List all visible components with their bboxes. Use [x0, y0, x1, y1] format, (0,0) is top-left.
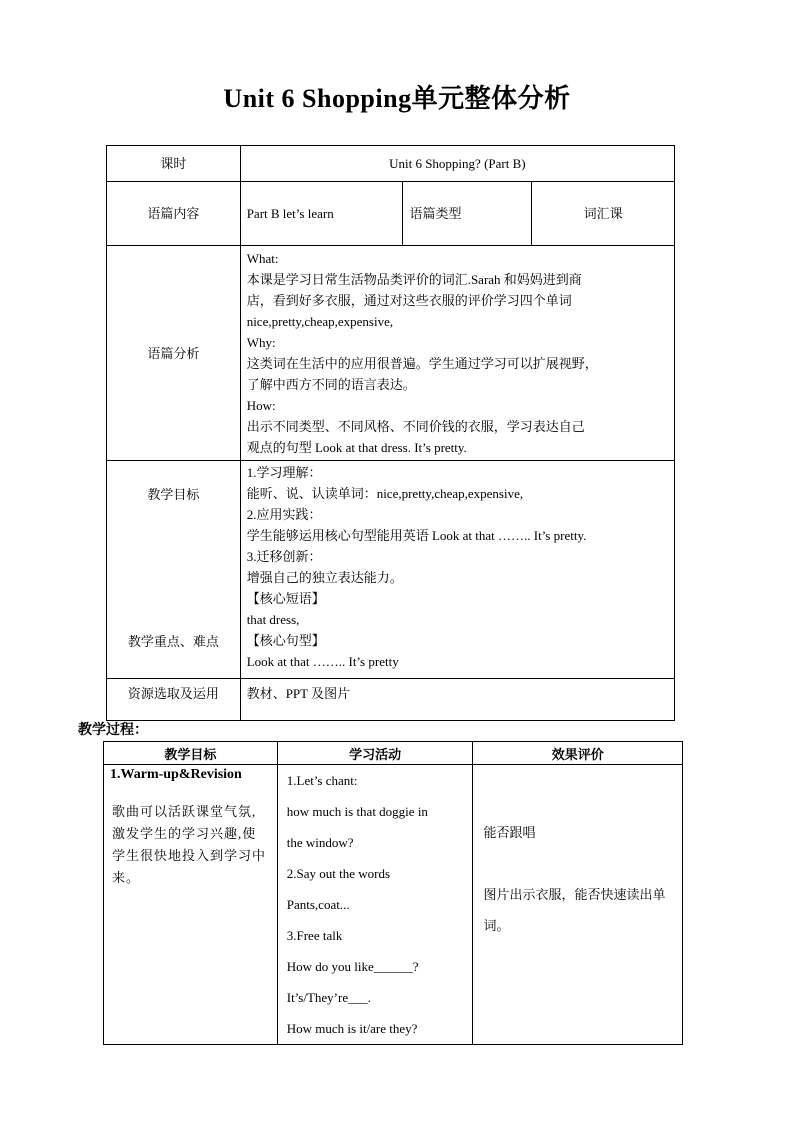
focus-label: 教学重点、难点	[127, 634, 219, 649]
goal-line: Look at that …….. It’s pretty	[246, 654, 399, 669]
resource-label: 资源选取及运用	[107, 679, 241, 721]
goal-content	[240, 461, 674, 679]
analysis-line: 观点的句型 Look at that dress. It’s pretty.	[246, 440, 467, 455]
activity-line: How much is it/are they?	[286, 1021, 418, 1036]
activity-line: How do you like______?	[286, 959, 419, 974]
content-label: 语篇内容	[107, 182, 241, 246]
effect-line: 图片出示衣服，能否快速读出单词。	[483, 887, 666, 933]
analysis-line: nice,pretty,cheap,expensive,	[246, 314, 394, 329]
analysis-line: 出示不同类型、不同风格、不同价钱的衣服，学习表达自己	[246, 419, 585, 434]
analysis-line: 了解中西方不同的语言表达。	[246, 377, 416, 392]
goal-line: 增强自己的独立表达能力。	[246, 570, 403, 585]
analysis-line: 这类词在生活中的应用很普遍。学生通过学习可以扩展视野，	[246, 356, 598, 371]
analysis-label: 语篇分析	[107, 246, 241, 461]
analysis-line: Why:	[246, 335, 276, 350]
analysis-line: How:	[246, 398, 276, 413]
resource-value: 教材、PPT 及图片	[240, 679, 674, 721]
warmup-title: 1.Warm-up&Revision	[110, 767, 242, 782]
goal-line: 1.学习理解：	[246, 465, 322, 480]
activity-line: 1.Let’s chant:	[286, 773, 358, 788]
analysis-content	[240, 246, 674, 461]
activity-line: Pants,coat...	[286, 897, 350, 912]
goal-cell	[104, 765, 278, 1045]
activity-line: 2.Say out the words	[286, 866, 391, 881]
goal-line: 【核心句型】	[246, 633, 325, 648]
activity-line: It’s/They’re___.	[286, 990, 371, 1005]
effect-spacer	[483, 848, 674, 879]
document-title: Unit 6 Shopping单元整体分析	[223, 84, 571, 113]
process-label: 教学过程：	[78, 723, 148, 738]
effect-line: 能否跟唱	[483, 825, 536, 840]
header-goal: 教学目标	[104, 742, 278, 765]
goal-line: 能听、说、认读单词：nice,pretty,cheap,expensive,	[246, 486, 524, 501]
warmup-description: 歌曲可以活跃课堂气氛,激发学生的学习兴趣,使学生很快地投入到学习中来。	[112, 804, 267, 885]
analysis-line: 店，看到好多衣服，通过对这些衣服的评价学习四个单词	[246, 293, 572, 308]
analysis-line: 本课是学习日常生活物品类评价的词汇.Sarah 和妈妈进到商	[246, 272, 582, 287]
goal-line: 3.迁移创新：	[246, 549, 322, 564]
activity-cell	[277, 765, 473, 1045]
activity-line: 3.Free talk	[286, 928, 343, 943]
goal-line: 2.应用实践：	[246, 507, 322, 522]
type-value: 词汇课	[532, 182, 675, 246]
content-value: Part B let’s learn	[240, 182, 403, 246]
activity-line: the window?	[286, 835, 354, 850]
unit-analysis-table	[106, 145, 675, 721]
goal-line: 学生能够运用核心句型能用英语 Look at that …….. It’s pretty.	[246, 528, 587, 543]
header-activity: 学习活动	[277, 742, 473, 765]
type-label: 语篇类型	[403, 182, 532, 246]
goal-focus-label-cell	[107, 461, 241, 679]
keshi-value: Unit 6 Shopping? (Part B)	[240, 146, 674, 182]
effect-cell	[473, 765, 683, 1045]
activity-line: how much is that doggie in	[286, 804, 428, 819]
analysis-line: What:	[246, 251, 279, 266]
goal-line: that dress,	[246, 612, 300, 627]
goal-line: 【核心短语】	[246, 591, 325, 606]
goal-label: 教学目标	[147, 487, 200, 502]
header-effect: 效果评价	[473, 742, 683, 765]
teaching-process-table	[103, 741, 683, 1045]
keshi-label: 课时	[107, 146, 241, 182]
